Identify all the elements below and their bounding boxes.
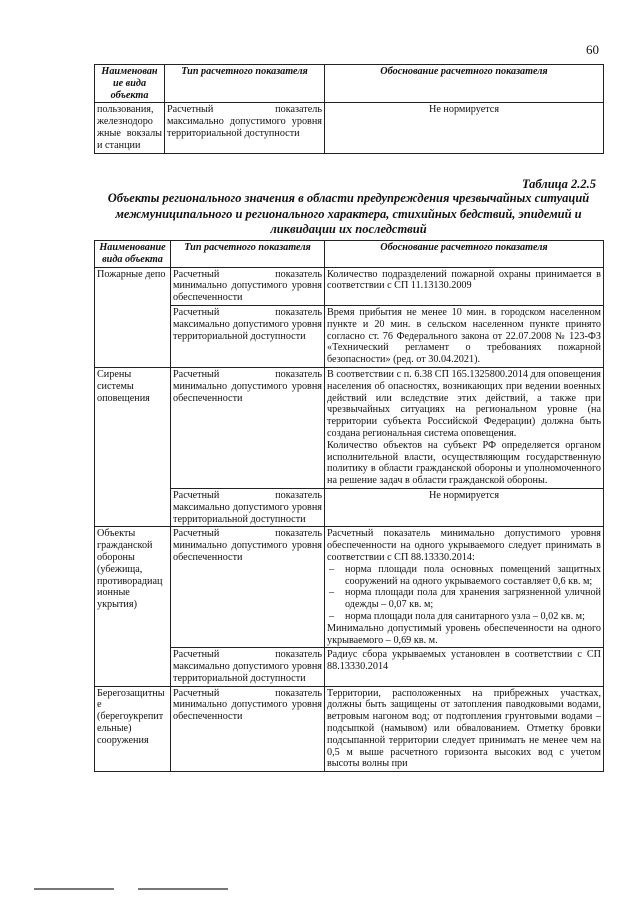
object-name-cell: Пожарные депо — [95, 267, 171, 367]
table-row — [95, 527, 604, 648]
table-header-row — [95, 241, 604, 268]
indicator-type-cell: Расчетный показатель минимально допустимого уровня обеспеченности — [171, 267, 325, 305]
indicator-type-cell: Расчетный показатель максимально допустимого уровня территориальной доступности — [165, 103, 325, 153]
table-row — [95, 267, 604, 305]
basis-paragraph: Расчетный показатель минимально допустимого уровня обеспеченности на одного укрываемого следует принимать в соответствии с СП 88.13330.2014: — [327, 528, 601, 563]
table-row — [95, 686, 604, 772]
header-indicator-type: Тип расчетного показателя — [171, 241, 325, 268]
page-number: 60 — [586, 42, 599, 57]
indicator-basis-cell: Радиус сбора укрываемых установлен в соответствии с СП 88.13330.2014 — [325, 648, 604, 686]
table-row — [95, 103, 604, 153]
indicator-type-cell: Расчетный показатель максимально допустимого уровня территориальной доступности — [171, 305, 325, 367]
indicator-basis-cell: Территории, расположенных на прибрежных участках, должны быть защищены от затопления паводковыми водами, ветровым нагоном вод; от подтопления грунтовыми водами – подсыпкой (намывом) или обвалованием. Отметку бровки подсыпанной территории следует принимать не менее чем на 0,5 м выше расчетного горизонта высоких вод с учетом высоты волны при — [325, 686, 604, 772]
object-name-cell: Сирены системы оповещения — [95, 367, 171, 526]
object-name-cell: пользования, железнодоро жные вокзалы и станции — [95, 103, 165, 153]
scan-artifact — [138, 888, 228, 890]
table-row — [95, 305, 604, 367]
indicator-basis-cell — [325, 367, 604, 488]
list-item: – норма площади пола для хранения загрязненной уличной одежды – 0,07 кв. м; — [327, 587, 601, 611]
list-item: – норма площади пола основных помещений защитных сооружений на одного укрываемого составляет 0,6 кв. м; — [327, 564, 601, 588]
table-number-label: Таблица 2.2.5 — [521, 177, 596, 191]
norms-list — [327, 564, 601, 623]
table-row — [95, 648, 604, 686]
basis-paragraph: Количество объектов на субъект РФ определяется органом исполнительной власти, осуществляющим государственную политику в области гражданской обороны и уполномоченного на решение задач в области гражданской обороны. — [327, 439, 601, 487]
indicator-basis-cell: Количество подразделений пожарной охраны принимается в соответствии с СП 11.13130.2009 — [325, 267, 604, 305]
table-row — [95, 488, 604, 526]
header-indicator-basis: Обоснование расчетного показателя — [325, 241, 604, 268]
object-name-cell: Объекты гражданской обороны (убежища, противорадиац ионные укрытия) — [95, 527, 171, 686]
regional-objects-table — [94, 240, 604, 772]
header-object-name: Наименование вида объекта — [95, 241, 171, 268]
header-indicator-type: Тип расчетного показателя — [165, 65, 325, 103]
object-name-cell: Берегозащитны е (берегоукрепит ельные) сооружения — [95, 686, 171, 772]
indicator-basis-cell: Время прибытия не менее 10 мин. в городском населенном пункте и 20 мин. в сельском населенном пункте принято согласно ст. 76 Федерального закона от 22.07.2008 № 123-ФЗ «Технический регламент о требованиях пожарной безопасности» (ред. от 30.04.2021). — [325, 305, 604, 367]
table-header-row — [95, 65, 604, 103]
indicator-type-cell: Расчетный показатель максимально допустимого уровня территориальной доступности — [171, 488, 325, 526]
list-item: – норма площади пола для санитарного узла – 0,02 кв. м; — [327, 611, 601, 623]
indicator-basis-cell: Не нормируется — [325, 488, 604, 526]
indicator-type-cell: Расчетный показатель минимально допустимого уровня обеспеченности — [171, 527, 325, 648]
indicator-type-cell: Расчетный показатель минимально допустимого уровня обеспеченности — [171, 686, 325, 772]
scan-artifact — [34, 888, 114, 890]
basis-paragraph: В соответствии с п. 6.38 СП 165.1325800.2014 для оповещения населения об опасностях, возникающих при ведении военных действий или вследствие этих действий, а также при чрезвычайных ситуациях на региональном уровне (на территории субъекта Российской Федерации) должна быть создана региональная система оповещения. — [327, 368, 601, 439]
basis-paragraph: Минимально допустимый уровень обеспеченности на одного укрываемого – 0,69 кв. м. — [327, 622, 601, 646]
header-indicator-basis: Обоснование расчетного показателя — [325, 65, 604, 103]
continued-table — [94, 64, 604, 154]
indicator-type-cell: Расчетный показатель максимально допустимого уровня территориальной доступности — [171, 648, 325, 686]
table-title: Объекты регионального значения в области предупреждения чрезвычайных ситуаций межмуниципального и регионального характера, стихийных бедствий, эпидемий и ликвидации их последствий — [107, 191, 590, 236]
indicator-type-cell: Расчетный показатель минимально допустимого уровня обеспеченности — [171, 367, 325, 488]
indicator-basis-cell — [325, 527, 604, 648]
indicator-basis-cell: Не нормируется — [325, 103, 604, 153]
table-row — [95, 367, 604, 488]
header-object-name: Наименован ие вида объекта — [95, 65, 165, 103]
